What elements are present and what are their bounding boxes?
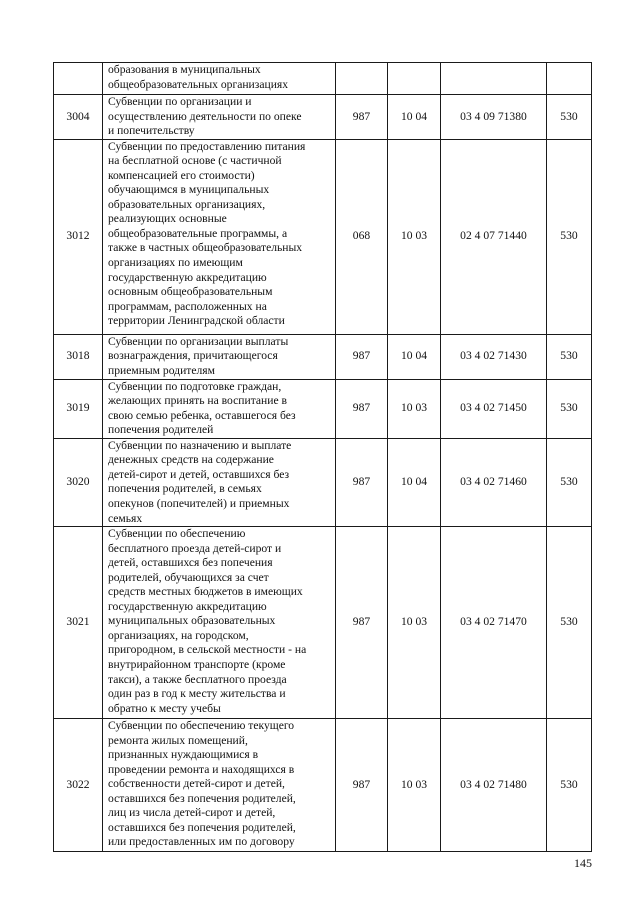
section-code-cell [388,63,441,95]
admin-code-cell: 987 [336,438,388,526]
expense-kind-cell: 530 [547,527,592,719]
description-line: опекунов (попечителей) и приемных [108,497,290,511]
description-line: образования в муниципальных [108,63,261,76]
section-code-cell: 10 04 [388,438,441,526]
expense-kind-cell: 530 [547,379,592,438]
description-line: приемным родителям [108,363,215,377]
description-line: реализующих основные [108,212,227,226]
target-article-cell: 03 4 02 71450 [441,379,547,438]
target-article-cell: 03 4 02 71470 [441,527,547,719]
subvention-code-cell [54,63,103,95]
description-line: организациях, на городском, [108,628,249,642]
description-line: внутрирайонном транспорте (кроме [108,658,286,672]
description-line: средств местных бюджетов в имеющих [108,585,303,599]
admin-code-cell: 068 [336,139,388,334]
expense-kind-cell: 530 [547,334,592,379]
table-row [54,379,592,438]
admin-code-cell: 987 [336,527,388,719]
subvention-description-cell [103,527,336,719]
subvention-code-cell: 3012 [54,139,103,334]
description-line: Субвенции по обеспечению [108,527,246,541]
subvention-code-cell: 3019 [54,379,103,438]
description-line: организациях по имеющим [108,256,243,270]
page-number: 145 [574,856,592,870]
subvention-description-cell [103,139,336,334]
admin-code-cell: 987 [336,379,388,438]
description-line: и попечительству [108,124,195,138]
description-line: признанных нуждающимися в [108,748,259,762]
table-row [54,527,592,719]
description-line: государственную аккредитацию [108,270,267,284]
description-line: основным общеобразовательным [108,285,273,299]
description-line: такси), а также бесплатного проезда [108,672,287,686]
subvention-table [53,62,592,852]
description-line: один раз в год к месту жительства и [108,687,286,701]
description-line: попечения родителей [108,423,214,437]
admin-code-cell: 987 [336,719,388,852]
description-line: обучающимся в муниципальных [108,183,270,197]
description-line: Субвенции по организации и [108,95,252,108]
description-line: осуществлению деятельности по опеке [108,109,302,123]
description-line: оставшихся без попечения родителей, [108,791,296,805]
table-row [54,334,592,379]
subvention-description-cell [103,95,336,140]
section-code-cell: 10 03 [388,719,441,852]
section-code-cell: 10 04 [388,95,441,140]
subvention-description-cell [103,438,336,526]
expense-kind-cell [547,63,592,95]
description-line: Субвенции по подготовке граждан, [108,379,282,393]
target-article-cell: 03 4 02 71430 [441,334,547,379]
description-line: оставшихся без попечения родителей, [108,820,296,834]
description-line: Субвенции по предоставлению питания [108,139,306,153]
description-line: ремонта жилых помещений, [108,733,248,747]
description-line: собственности детей-сирот и детей, [108,777,285,791]
subvention-description-cell [103,379,336,438]
subvention-code-cell: 3020 [54,438,103,526]
target-article-cell: 03 4 02 71460 [441,438,547,526]
description-line: компенсацией его стоимости) [108,168,255,182]
description-line: государственную аккредитацию [108,599,267,613]
admin-code-cell: 987 [336,95,388,140]
description-line: вознаграждения, причитающегося [108,349,278,363]
table-row [54,63,592,95]
description-line: детей, оставшихся без попечения [108,556,273,570]
target-article-cell [441,63,547,95]
description-line: проведении ремонта и находящихся в [108,762,295,776]
description-line: денежных средств на содержание [108,453,274,467]
expense-kind-cell: 530 [547,95,592,140]
section-code-cell: 10 03 [388,379,441,438]
subvention-description-cell [103,334,336,379]
description-line: пригородном, в сельской местности - на [108,643,307,657]
description-line: Субвенции по обеспечению текущего [108,719,295,733]
description-line: желающих принять на воспитание в [108,394,287,408]
description-line: или предоставленных им по договору [108,835,295,849]
description-line: детей-сирот и детей, оставшихся без [108,467,290,481]
admin-code-cell [336,63,388,95]
section-code-cell: 10 03 [388,527,441,719]
table-row [54,719,592,852]
table-body [54,63,592,852]
subvention-description-cell [103,63,336,95]
table-row [54,438,592,526]
expense-kind-cell: 530 [547,719,592,852]
table-row [54,139,592,334]
description-line: муниципальных образовательных [108,614,276,628]
description-line: также в частных общеобразовательных [108,241,303,255]
description-line: общеобразовательных организациях [108,77,289,91]
description-line: семьях [108,511,143,525]
section-code-cell: 10 03 [388,139,441,334]
description-line: территории Ленинградской области [108,314,285,328]
section-code-cell: 10 04 [388,334,441,379]
subvention-code-cell: 3004 [54,95,103,140]
subvention-code-cell: 3018 [54,334,103,379]
description-line: попечения родителей, в семьях [108,482,262,496]
description-line: Субвенции по организации выплаты [108,334,289,348]
expense-kind-cell: 530 [547,438,592,526]
description-line: родителей, обучающихся за счет [108,570,269,584]
description-line: бесплатного проезда детей-сирот и [108,541,282,555]
description-line: на бесплатной основе (с частичной [108,154,282,168]
description-line: образовательных организациях, [108,197,266,211]
description-line: общеобразовательные программы, а [108,226,288,240]
description-line: лиц из числа детей-сирот и детей, [108,806,276,820]
description-line: обратно к месту учебы [108,701,221,715]
admin-code-cell: 987 [336,334,388,379]
target-article-cell: 03 4 09 71380 [441,95,547,140]
table-row [54,95,592,140]
target-article-cell: 03 4 02 71480 [441,719,547,852]
subvention-code-cell: 3022 [54,719,103,852]
description-line: Субвенции по назначению и выплате [108,438,292,452]
description-line: свою семью ребенка, оставшегося без [108,408,296,422]
expense-kind-cell: 530 [547,139,592,334]
subvention-description-cell [103,719,336,852]
subvention-code-cell: 3021 [54,527,103,719]
target-article-cell: 02 4 07 71440 [441,139,547,334]
description-line: программам, расположенных на [108,299,267,313]
